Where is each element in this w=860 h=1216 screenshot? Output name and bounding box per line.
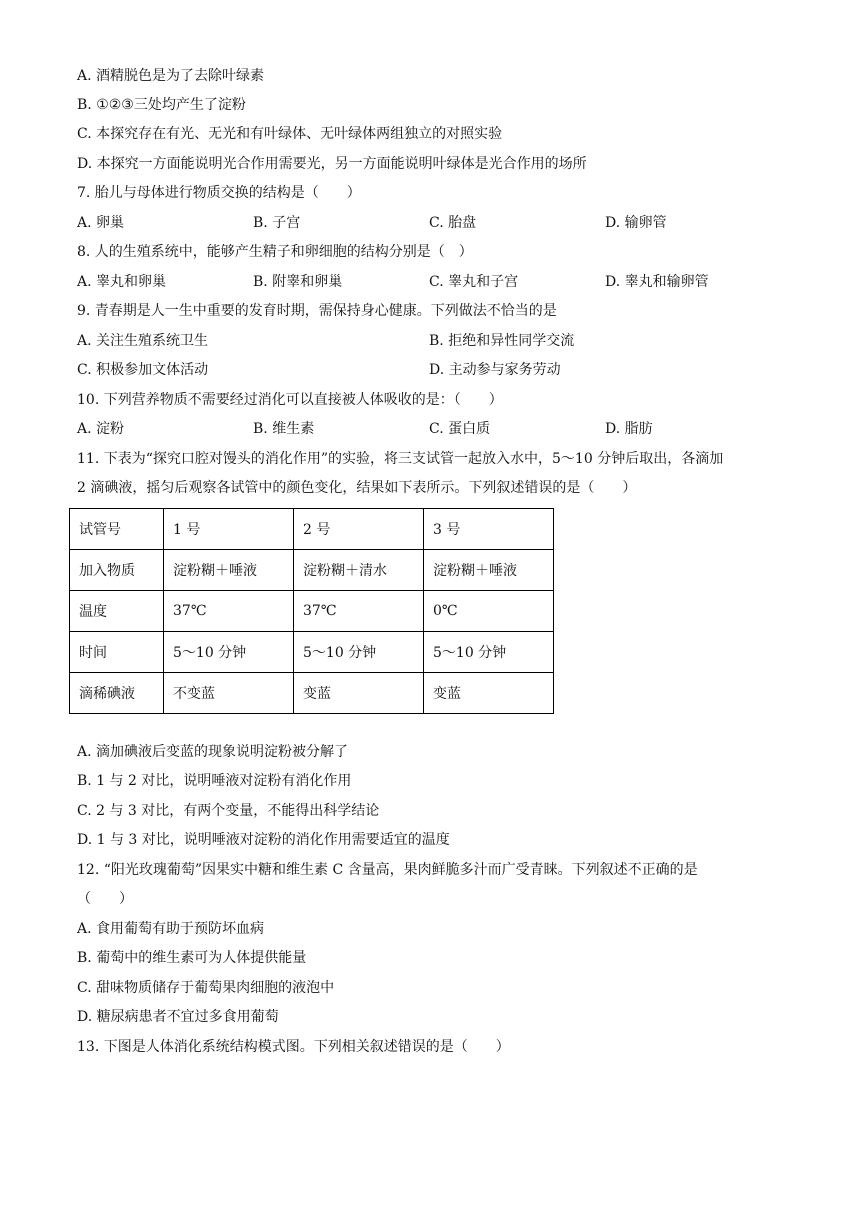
table-cell: 变蓝 xyxy=(294,673,424,714)
table-cell: 0℃ xyxy=(424,591,554,632)
q7-option-a: A. 卵巢 xyxy=(77,215,125,231)
q6-option-b: B. ①②③三处均产生了淀粉 xyxy=(77,97,246,113)
q6-option-d: D. 本探究一方面能说明光合作用需要光，另一方面能说明叶绿体是光合作用的场所 xyxy=(77,156,587,172)
table-cell: 5～10 分钟 xyxy=(294,632,424,673)
table-cell: 加入物质 xyxy=(70,550,164,591)
q6-option-c: C. 本探究存在有光、无光和有叶绿体、无叶绿体两组独立的对照实验 xyxy=(77,126,503,142)
q7-stem: 7. 胎儿与母体进行物质交换的结构是（ ） xyxy=(77,185,361,201)
q8-stem: 8. 人的生殖系统中，能够产生精子和卵细胞的结构分别是（ ） xyxy=(77,244,473,260)
q11-option-b: B. 1 与 2 对比，说明唾液对淀粉有消化作用 xyxy=(77,773,352,789)
table-cell: 时间 xyxy=(70,632,164,673)
table-row xyxy=(70,550,554,591)
q9-options-row1 xyxy=(77,331,797,351)
q10-option-b: B. 维生素 xyxy=(253,421,315,437)
q7-options xyxy=(77,213,797,233)
q12-option-c: C. 甜味物质储存于葡萄果肉细胞的液泡中 xyxy=(77,980,335,996)
table-cell: 5～10 分钟 xyxy=(424,632,554,673)
q8-option-a: A. 睾丸和卵巢 xyxy=(77,274,167,290)
table-cell: 2 号 xyxy=(294,509,424,550)
q9-option-c: C. 积极参加文体活动 xyxy=(77,362,209,378)
q12-option-d: D. 糖尿病患者不宜过多食用葡萄 xyxy=(77,1009,279,1025)
q7-option-c: C. 胎盘 xyxy=(429,215,477,231)
experiment-table xyxy=(69,508,554,714)
q12-option-a: A. 食用葡萄有助于预防坏血病 xyxy=(77,921,265,937)
q11-option-d: D. 1 与 3 对比，说明唾液对淀粉的消化作用需要适宜的温度 xyxy=(77,832,450,848)
q7-option-d: D. 输卵管 xyxy=(605,215,667,231)
table-row xyxy=(70,673,554,714)
table-row xyxy=(70,632,554,673)
q10-option-a: A. 淀粉 xyxy=(77,421,125,437)
table-cell: 1 号 xyxy=(164,509,294,550)
table-cell: 试管号 xyxy=(70,509,164,550)
q11-option-a: A. 滴加碘液后变蓝的现象说明淀粉被分解了 xyxy=(77,744,349,760)
q10-option-d: D. 脂肪 xyxy=(605,421,653,437)
q8-options xyxy=(77,272,797,292)
table-cell: 淀粉糊＋唾液 xyxy=(164,550,294,591)
q7-option-b: B. 子宫 xyxy=(253,215,301,231)
table-cell: 滴稀碘液 xyxy=(70,673,164,714)
table-cell: 3 号 xyxy=(424,509,554,550)
q10-options xyxy=(77,419,797,439)
q6-option-a: A. 酒精脱色是为了去除叶绿素 xyxy=(77,68,265,84)
table-cell: 5～10 分钟 xyxy=(164,632,294,673)
q8-option-b: B. 附睾和卵巢 xyxy=(253,274,343,290)
q8-option-d: D. 睾丸和输卵管 xyxy=(605,274,709,290)
q9-option-d: D. 主动参与家务劳动 xyxy=(429,362,561,378)
table-row xyxy=(70,591,554,632)
q12-stem-line1: 12. “阳光玫瑰葡萄”因果实中糖和维生素 C 含量高，果肉鲜脆多汁而广受青睐。下列叙述不正确的是 xyxy=(77,862,698,878)
q12-stem-line2: （ ） xyxy=(77,891,133,907)
table-cell: 淀粉糊＋清水 xyxy=(294,550,424,591)
q11-stem-line2: 2 滴碘液，摇匀后观察各试管中的颜色变化，结果如下表所示。下列叙述错误的是（ ） xyxy=(77,480,637,496)
table-cell: 不变蓝 xyxy=(164,673,294,714)
q9-stem: 9. 青春期是人一生中重要的发育时期，需保持身心健康。下列做法不恰当的是 xyxy=(77,303,557,319)
q11-option-c: C. 2 与 3 对比，有两个变量，不能得出科学结论 xyxy=(77,803,380,819)
table-row xyxy=(70,509,554,550)
table-cell: 温度 xyxy=(70,591,164,632)
q11-stem-line1: 11. 下表为“探究口腔对馒头的消化作用”的实验，将三支试管一起放入水中，5～10 分钟后取出，各滴加 xyxy=(77,451,724,467)
table-cell: 淀粉糊＋唾液 xyxy=(424,550,554,591)
table-cell: 变蓝 xyxy=(424,673,554,714)
q9-option-a: A. 关注生殖系统卫生 xyxy=(77,333,209,349)
q8-option-c: C. 睾丸和子宫 xyxy=(429,274,519,290)
q9-options-row2 xyxy=(77,360,797,380)
q12-option-b: B. 葡萄中的维生素可为人体提供能量 xyxy=(77,950,307,966)
table-cell: 37℃ xyxy=(294,591,424,632)
q13-stem: 13. 下图是人体消化系统结构模式图。下列相关叙述错误的是（ ） xyxy=(77,1039,510,1055)
q9-option-b: B. 拒绝和异性同学交流 xyxy=(429,333,575,349)
table-cell: 37℃ xyxy=(164,591,294,632)
q10-option-c: C. 蛋白质 xyxy=(429,421,491,437)
q10-stem: 10. 下列营养物质不需要经过消化可以直接被人体吸收的是：（ ） xyxy=(77,392,503,408)
